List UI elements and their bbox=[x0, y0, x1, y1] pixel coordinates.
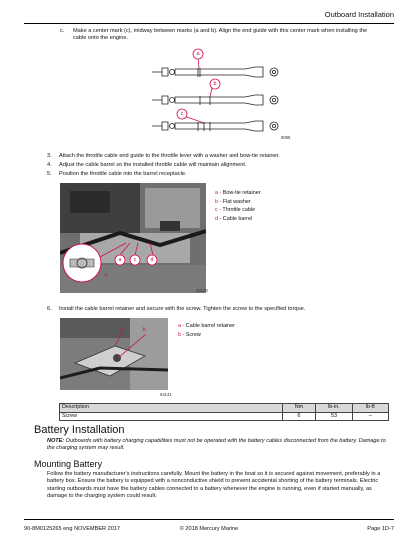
fig1-callout-b: b bbox=[213, 81, 217, 87]
cable-drawing-3 bbox=[152, 121, 278, 131]
mounting-battery-text: Follow the battery manufacturer's instructions carefully. Mount the battery in the boat so it is secured against movement, preferably in a battery box. Ensure the battery is equipped with a nonconductive shield to prevent accidental shorting of the battery terminals. Electric starting outboards must have the battery cables connected to a battery whenever the engine is running, even if started manually, as damage to the charging system could result. bbox=[47, 471, 381, 500]
cable-marking-figure bbox=[140, 44, 300, 144]
table-header-cell: lb-in. bbox=[316, 404, 352, 413]
legend-item: c - Throttle cable bbox=[215, 207, 256, 214]
footer-page-number: Page 1D-7 bbox=[367, 526, 394, 532]
footer-copyright: © 2018 Mercury Marine bbox=[179, 526, 239, 532]
fig1-callout-c: c bbox=[180, 111, 184, 117]
step-4-text: Adjust the cable barrel so the installed throttle cable will maintain alignment. bbox=[59, 162, 247, 168]
fig3-callout-b: b bbox=[142, 327, 146, 333]
step-6-text: Install the cable barrel retainer and secure with the screw. Tighten the screw to the specified torque. bbox=[59, 306, 306, 312]
table-cell: 6 bbox=[282, 412, 316, 421]
footer-doc-info: 90-8M0125265 eng NOVEMBER 2017 bbox=[24, 526, 121, 532]
legend-item: a - Bow-tie retainer bbox=[215, 190, 261, 196]
torque-spec-table bbox=[59, 403, 389, 421]
fig2-callout-c: c bbox=[133, 257, 137, 263]
note-text: Outboards with battery charging capabilities must not be operated with the battery cables disconnected from the battery. Damage to the charging system may result. bbox=[47, 438, 386, 452]
fig2-callout-a: a bbox=[118, 257, 122, 263]
table-cell: Screw bbox=[60, 412, 283, 421]
table-header-cell: Description bbox=[60, 404, 283, 413]
battery-installation-heading: Battery Installation bbox=[34, 424, 125, 436]
note-label: NOTE: bbox=[47, 438, 65, 444]
fig3-callout-a: a bbox=[120, 327, 124, 333]
step-c-letter: c. bbox=[60, 28, 65, 34]
page-header-title: Outboard Installation bbox=[324, 10, 394, 19]
fig2-callout-b: b bbox=[104, 273, 108, 279]
legend-item: a - Cable barrel retainer bbox=[178, 323, 235, 329]
step-3-text: Attach the throttle cable end guide to the throttle lever with a washer and bow-tie retainer. bbox=[59, 153, 280, 159]
legend-item: d - Cable barrel bbox=[215, 216, 253, 223]
cable-retainer-photo bbox=[60, 318, 168, 390]
cable-drawing-1 bbox=[152, 67, 278, 77]
figure-number-1: 8096 bbox=[281, 135, 291, 140]
throttle-cable-photo bbox=[60, 183, 206, 293]
legend-item: b - Screw bbox=[178, 331, 201, 338]
table-row bbox=[60, 412, 389, 421]
step-3-number: 3. bbox=[47, 153, 52, 159]
cable-drawing-2 bbox=[152, 95, 278, 105]
table-header-cell: lb-ft bbox=[352, 404, 388, 413]
step-c-text: Make a center mark (c), midway between marks (a and b). Align the end guide with this center mark when installing the cable onto the engine. bbox=[73, 28, 368, 42]
legend-item: b - Flat washer bbox=[215, 198, 251, 205]
mounting-battery-heading: Mounting Battery bbox=[34, 459, 103, 469]
step-5-text: Position the throttle cable into the barrel receptacle. bbox=[59, 171, 187, 177]
step-5-number: 5. bbox=[47, 171, 52, 177]
header-rule bbox=[24, 23, 394, 24]
footer-rule bbox=[24, 519, 394, 520]
step-4-number: 4. bbox=[47, 162, 52, 168]
battery-note bbox=[47, 438, 387, 452]
fig1-callout-a: a bbox=[196, 51, 200, 57]
table-header-cell: Nm bbox=[282, 404, 316, 413]
step-6-number: 6. bbox=[47, 306, 52, 312]
figure-number-3: 63131 bbox=[160, 392, 172, 397]
figure-number-2: 63129 bbox=[196, 288, 208, 293]
fig2-legend bbox=[215, 189, 261, 224]
table-cell: – bbox=[352, 412, 388, 421]
fig2-callout-d: d bbox=[150, 257, 154, 263]
table-cell: 53 bbox=[316, 412, 352, 421]
table-header-row bbox=[60, 404, 389, 413]
fig3-legend bbox=[178, 322, 235, 339]
